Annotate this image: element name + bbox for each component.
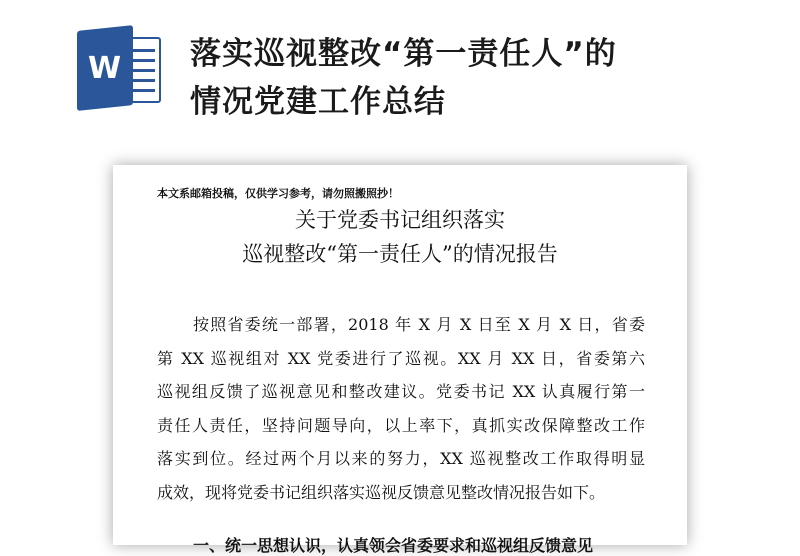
section-heading: 一、统一思想认识，认真领会省委要求和巡视组反馈意见: [193, 536, 594, 555]
body-line: 巡视组反馈了巡视意见和整改建议。党委书记 XX 认真履行第一: [157, 382, 645, 401]
body-line: 按照省委统一部署，2018 年 X 月 X 日至 X 月 X 日，省委: [193, 315, 645, 334]
word-letter: W: [88, 50, 122, 86]
word-tile: [77, 25, 133, 111]
body-line: 成效，现将党委书记组织落实巡视反馈意见整改情况报告如下。: [157, 482, 606, 502]
body-line: 责任人责任，坚持问题导向，以上率下，真抓实改保障整改工作: [157, 415, 645, 435]
body-paragraph: [157, 308, 645, 509]
header-title-line-2: 情况党建工作总结: [190, 84, 446, 120]
header-title: [190, 30, 750, 126]
header-title-line-1: 落实巡视整改“第一责任人”的: [190, 36, 617, 72]
document-title-line-2: 巡视整改“第一责任人”的情况报告: [242, 242, 558, 266]
document-page: [113, 165, 687, 555]
document-title-line-1: 关于党委书记组织落实: [295, 208, 505, 232]
body-line: 第 XX 巡视组对 XX 党委进行了巡视。XX 月 XX 日，省委第六: [157, 348, 645, 368]
body-line: 落实到位。经过两个月以来的努力，XX 巡视整改工作取得明显: [157, 449, 645, 468]
word-icon: [77, 31, 163, 111]
copyright-notice: 本文系邮箱投稿，仅供学习参考，请勿照搬照抄！: [157, 187, 399, 200]
